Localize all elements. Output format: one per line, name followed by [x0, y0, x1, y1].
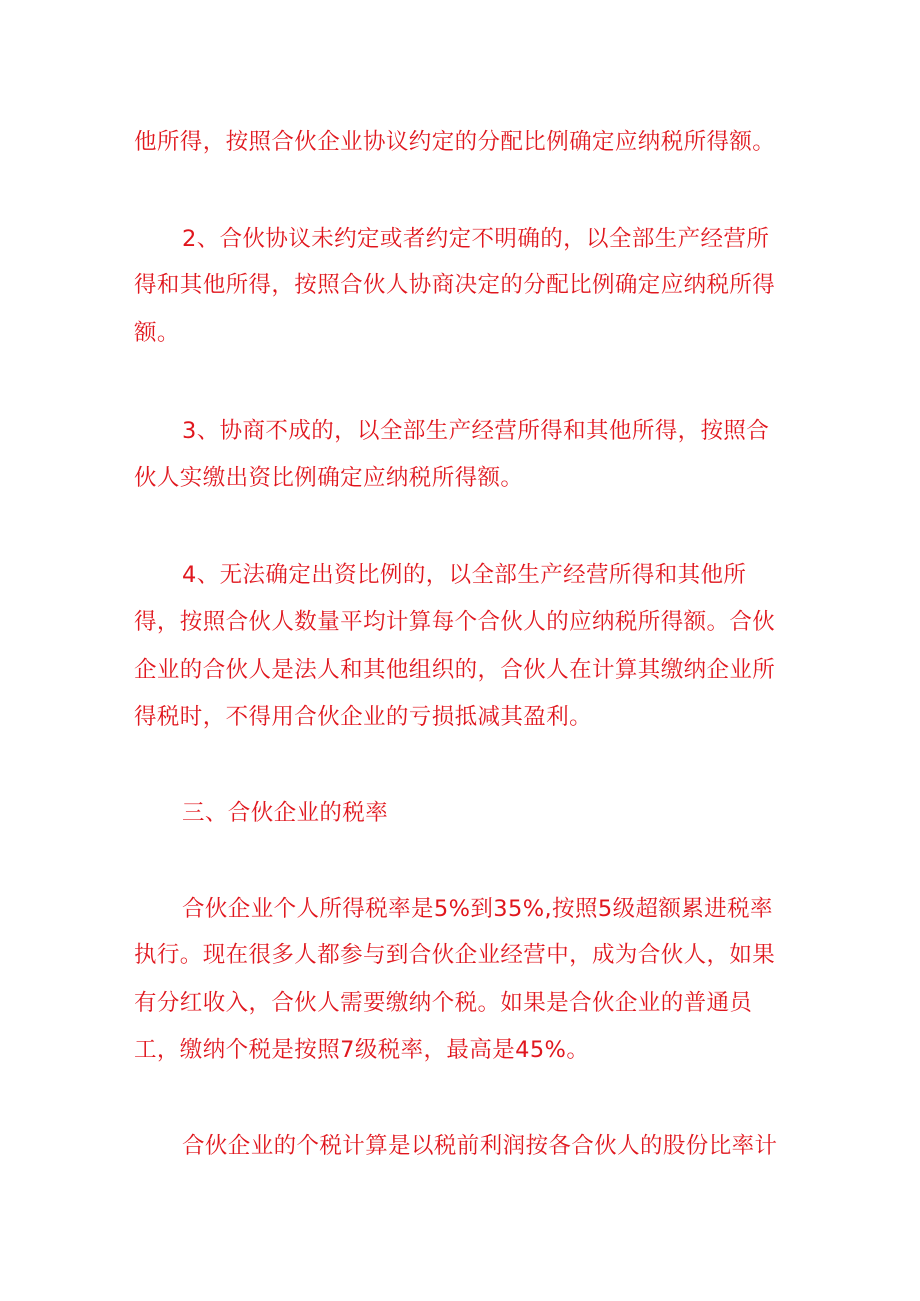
section-heading: 三、合伙企业的税率: [182, 800, 389, 826]
text-line: 执行。现在很多人都参与到合伙企业经营中，成为合伙人，如果: [134, 942, 776, 968]
text-line: 合伙企业的个税计算是以税前利润按各合伙人的股份比率计: [182, 1133, 778, 1159]
text-line: 企业的合伙人是法人和其他组织的，合伙人在计算其缴纳企业所: [134, 657, 776, 683]
text-line: 得税时，不得用合伙企业的亏损抵减其盈利。: [134, 704, 593, 730]
text-line: 合伙企业个人所得税率是5%到35%,按照5级超额累进税率: [182, 896, 773, 922]
text-line: 3、协商不成的，以全部生产经营所得和其他所得，按照合: [182, 418, 770, 444]
text-line: 工，缴纳个税是按照7级税率，最高是45%。: [134, 1037, 590, 1063]
text-line: 得和其他所得，按照合伙人协商决定的分配比例确定应纳税所得: [134, 272, 776, 298]
text-line: 得，按照合伙人数量平均计算每个合伙人的应纳税所得额。合伙: [134, 609, 776, 635]
text-line: 额。: [134, 320, 180, 346]
text-line: 他所得，按照合伙企业协议约定的分配比例确定应纳税所得额。: [134, 129, 776, 155]
text-line: 2、合伙协议未约定或者约定不明确的，以全部生产经营所: [182, 226, 770, 252]
text-line: 4、无法确定出资比例的，以全部生产经营所得和其他所: [182, 562, 747, 588]
text-line: 有分红收入，合伙人需要缴纳个税。如果是合伙企业的普通员: [134, 990, 753, 1016]
text-line: 伙人实缴出资比例确定应纳税所得额。: [134, 465, 524, 491]
